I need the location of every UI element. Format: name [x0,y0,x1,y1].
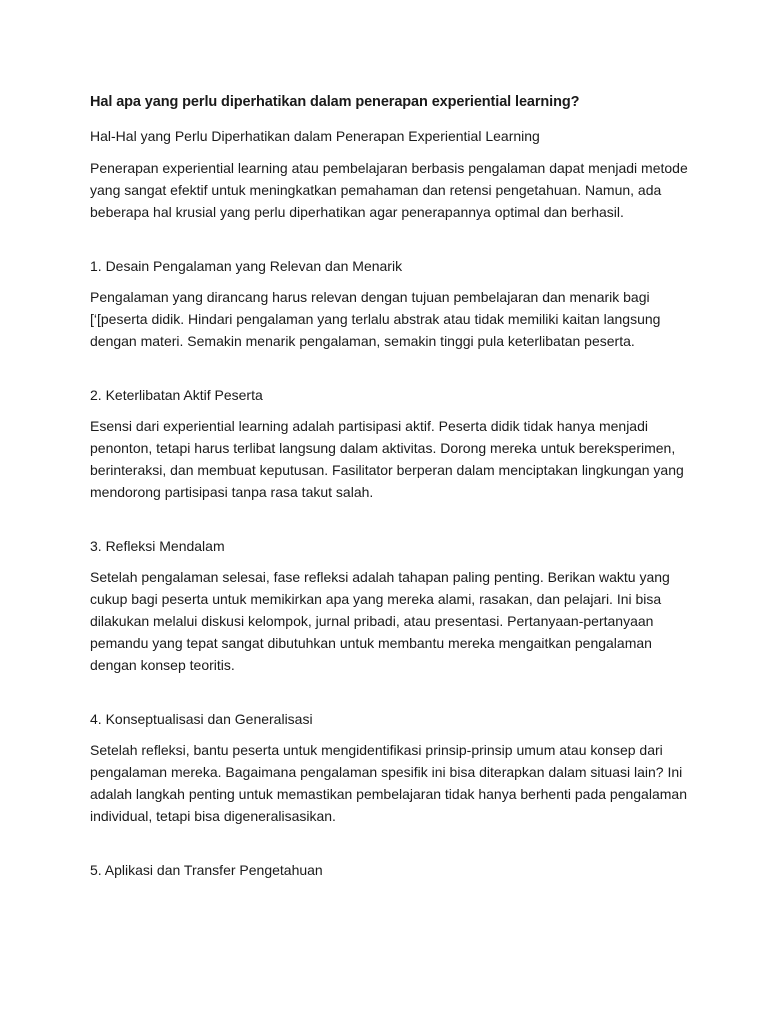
section-body-2: Esensi dari experiential learning adalah partisipasi aktif. Peserta didik tidak hanya menjadi penonton, tetapi harus terlibat langsung dalam aktivitas. Dorong mereka untuk bereksperimen, berinteraksi, dan membuat keputusan. Fasilitator berperan dalam menciptakan lingkungan yang mendorong partisipasi tanpa rasa takut salah. [90,418,684,500]
document-subtitle: Hal-Hal yang Perlu Diperhatikan dalam Penerapan Experiential Learning [90,128,540,144]
section-heading-2: 2. Keterlibatan Aktif Peserta [90,387,263,403]
document-page [90,91,690,890]
intro-paragraph: Penerapan experiential learning atau pembelajaran berbasis pengalaman dapat menjadi metode yang sangat efektif untuk meningkatkan pemahaman dan retensi pengetahuan. Namun, ada beberapa hal krusial yang perlu diperhatikan agar penerapannya optimal dan berhasil. [90,160,688,220]
section-body-1: Pengalaman yang dirancang harus relevan dengan tujuan pembelajaran dan menarik bagi [‘[peserta didik. Hindari pengalaman yang terlalu abstrak atau tidak memiliki kaitan langsung dengan materi. Semakin menarik pengalaman, semakin tinggi pula keterlibatan peserta. [90,289,661,349]
section-heading-5: 5. Aplikasi dan Transfer Pengetahuan [90,862,323,878]
section-body-3: Setelah pengalaman selesai, fase refleksi adalah tahapan paling penting. Berikan waktu yang cukup bagi peserta untuk memikirkan apa yang mereka alami, rasakan, dan pelajari. Ini bisa dilakukan melalui diskusi kelompok, jurnal pribadi, atau presentasi. Pertanyaan-pertanyaan pemandu yang tepat sangat dibutuhkan untuk membantu mereka mengaitkan pengalaman dengan konsep teoritis. [90,569,670,673]
question-title: Hal apa yang perlu diperhatikan dalam penerapan experiential learning? [90,94,580,110]
section-heading-3: 3. Refleksi Mendalam [90,538,225,554]
section-heading-1: 1. Desain Pengalaman yang Relevan dan Menarik [90,258,403,274]
section-body-4: Setelah refleksi, bantu peserta untuk mengidentifikasi prinsip-prinsip umum atau konsep dari pengalaman mereka. Bagaimana pengalaman spesifik ini bisa diterapkan dalam situasi lain? Ini adalah langkah penting untuk memastikan pembelajaran tidak hanya berhenti pada pengalaman individual, tetapi bisa digeneralisasikan. [90,742,687,824]
section-heading-4: 4. Konseptualisasi dan Generalisasi [90,711,313,727]
